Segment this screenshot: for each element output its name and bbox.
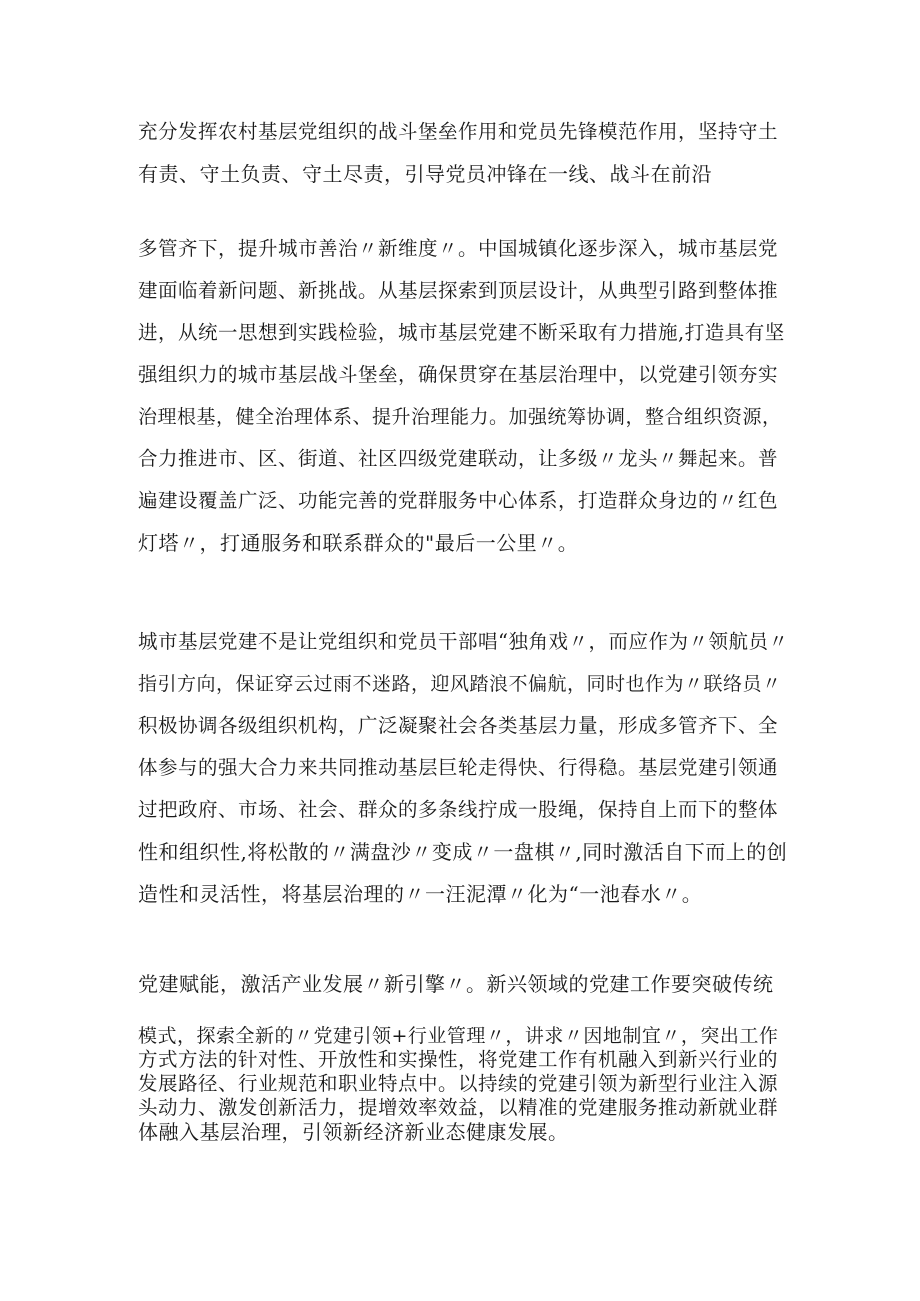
text-line: 发展路径、行业规范和职业特点中。以持续的党建引领为新型行业注入源 — [138, 1072, 779, 1095]
text-line: 模式，探索全新的〃党建引领+行业管理〃，讲求〃因地制宜〃，突出工作 — [138, 1025, 779, 1047]
paragraph-rural-party-organization — [138, 111, 788, 195]
text-line: 党建赋能，激活产业发展〃新引擎〃。新兴领域的党建工作要突破传统 — [138, 972, 774, 996]
paragraph-urban-governance — [138, 228, 788, 564]
text-line: 充分发挥农村基层党组织的战斗堡垒作用和党员先锋模范作用，坚持守土 — [138, 120, 779, 143]
text-line: 多管齐下，提升城市善治〃新维度〃。中国城镇化逐步深入，城市基层党 — [138, 237, 779, 260]
text-line: 治理根基，健全治理体系、提升治理能力。加强统筹协调，整合组织资源， — [138, 406, 782, 428]
text-line: 性和组织性,将松散的〃满盘沙〃变成〃一盘棋〃,同时激活自下而上的创 — [138, 840, 788, 864]
text-line: 指引方向，保证穿云过雨不迷路，迎风踏浪不偏航，同时也作为〃联络员〃 — [138, 673, 782, 695]
paragraph-urban-party-building-role — [138, 621, 788, 915]
text-line: 遍建设覆盖广泛、功能完善的党群服务中心体系，打造群众身边的〃红色 — [138, 489, 779, 512]
text-line: 方式方法的针对性、开放性和实操性，将党建工作有机融入到新兴行业的 — [138, 1048, 779, 1071]
text-line: 积极协调各级组织机构，广泛凝聚社会各类基层力量，形成多管齐下、全 — [138, 714, 779, 737]
text-line: 体参与的强大合力来共同推动基层巨轮走得快、行得稳。基层党建引领通 — [138, 756, 779, 779]
text-line: 强组织力的城市基层战斗堡垒，确保贯穿在基层治理中，以党建引领夯实 — [138, 363, 779, 386]
text-line: 过把政府、市场、社会、群众的多条线拧成一股绳，保持自上而下的整体 — [138, 798, 779, 821]
text-line: 城市基层党建不是让党组织和党员干部唱“独角戏〃，而应作为〃领航员〃 — [138, 630, 789, 653]
text-line: 头动力、激发创新活力，提增效率效益，以精准的党建服务推动新就业群 — [138, 1096, 779, 1119]
text-line: 进，从统一思想到实践检验，城市基层党建不断采取有力措施,打造具有坚 — [138, 321, 785, 344]
text-line: 造性和灵活性，将基层治理的〃一汪泥潭〃化为“一池春水〃。 — [138, 882, 703, 906]
text-line: 灯塔〃，打通服务和联系群众的"最后一公里〃。 — [138, 531, 579, 555]
text-line: 有责、守土负责、守土尽责，引导党员冲锋在一线、战斗在前沿 — [138, 162, 712, 186]
text-line: 建面临着新问题、新挑战。从基层探索到顶层设计，从典型引路到整体推 — [138, 279, 779, 302]
paragraph-industry-development — [138, 963, 788, 1005]
text-line: 体融入基层治理，引领新经济新业态健康发展。 — [138, 1120, 569, 1144]
paragraph-new-industry-model — [138, 1024, 788, 1144]
text-line: 合力推进市、区、街道、社区四级党建联动，让多级〃龙头〃舞起来。普 — [138, 447, 779, 470]
